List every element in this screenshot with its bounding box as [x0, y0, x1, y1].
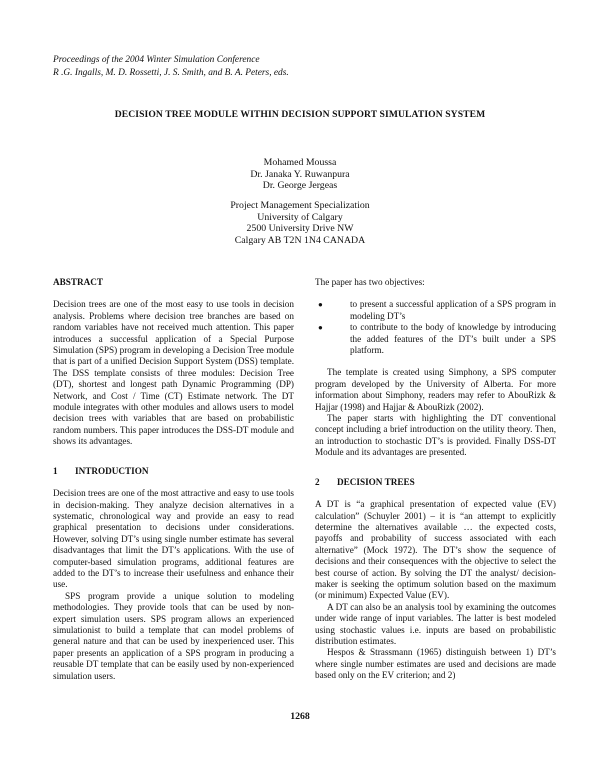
dt-paragraph-2: A DT can also be an analysis tool by examining the outcomes under wide range of input variables. The latter is best modeled using stochastic values i.e. inputs are based on probabilistic distribution estimates. — [315, 601, 556, 646]
affiliation-line-3: 2500 University Drive NW — [246, 223, 354, 235]
author-3: Dr. George Jergeas — [262, 180, 338, 192]
proceedings-line-2: R .G. Ingalls, M. D. Rossetti, J. S. Smith, and B. A. Peters, eds. — [53, 68, 289, 78]
affiliation-line-4: Calgary AB T2N 1N4 CANADA — [234, 235, 366, 247]
right-column — [315, 277, 556, 682]
intro-paragraph-1: Decision trees are one of the most attractive and easy to use tools in decision-making. They analyze decision alternatives in a systematic, chronological way and provide an easy to read graphical presentation to decisions under considerations. However, solving DT’s using single number estimate has several disadvantages that limit the DT’s applications. With the use of computer-based simulation programs, additional features are added to the DT’s to increase their usefulness and enhance their use. — [53, 488, 294, 590]
objectives-list — [315, 299, 556, 356]
bullet-icon: ● — [318, 300, 323, 310]
affiliation-line-2: University of Calgary — [257, 211, 343, 223]
list-item: ● to present a successful application of a SPS program in modeling DT’s — [318, 299, 556, 321]
proceedings-line-1: Proceedings of the 2004 Winter Simulation Conference — [53, 55, 260, 65]
introduction-heading — [53, 466, 294, 477]
dt-paragraph-3: Hespos & Strassmann (1965) distinguish between 1) DT’s where single number estimates are used and decisions are made based only on the EV criterion; and 2) — [315, 647, 556, 681]
author-1: Mohamed Moussa — [263, 157, 337, 168]
dt-paragraph-1: A DT is “a graphical presentation of expected value (EV) calculation” (Schuyler 2001) – it is “an attempt to explicitly determine the alternatives available … the expected costs, payoffs and probability of success associated with each alternative” (Mock 1972). The DT’s show the sequence of decisions and their consequences with the objective to select the best course of action. By solving the DT the analyst/ decision-maker is seeking the optimum solution based on the maximum (or minimum) Expected Value (EV). — [315, 499, 556, 601]
list-item: ● to contribute to the body of knowledge by introducing the added features of the DT’s built under a SPS platform. — [318, 322, 556, 356]
affiliation-block — [0, 200, 600, 247]
objectives-lead: The paper has two objectives: — [315, 277, 425, 287]
section-title: DECISION TREES — [337, 476, 415, 487]
affiliation-line-1: Project Management Specialization — [230, 200, 370, 211]
paper-title: DECISION TREE MODULE WITHIN DECISION SUPPORT SIMULATION SYSTEM — [114, 109, 486, 120]
section-title: INTRODUCTION — [75, 465, 149, 476]
section-number: 2 — [315, 476, 320, 487]
intro-paragraph-2: SPS program provide a unique solution to modeling methodologies. They provide tools that can be used by non-expert simulation users. SPS program allows an experienced simulationist to build a template that can model problems of general nature and that can be used by inexperienced user. This paper presents an application of a SPS program in producing a reusable DT template that can be easily used by non-experienced simulation users. — [53, 590, 294, 681]
left-column — [53, 277, 294, 682]
author-2: Dr. Janaka Y. Ruwanpura — [250, 168, 350, 180]
abstract-text: Decision trees are one of the most easy to use tools in decision analysis. Problems where decision tree branches are based on random variables have not received much attention. This paper introduces a successful application of a Special Purpose Simulation (SPS) program in developing a Decision Tree module that is part of a unified Decision Support System (DSS) template. The DSS template consists of three modules: Decision Tree (DT), shortest and longest path Dynamic Programming (DP) Network, and Cost / Time (CT) Estimate network. The DT module integrates with other modules and allows users to model decision trees with variables that are based on probabilistic random numbers. This paper introduces the DSS-DT module and shows its advantages. — [53, 299, 294, 447]
proceedings-header — [53, 54, 289, 80]
abstract-heading: ABSTRACT — [53, 277, 104, 287]
outline-paragraph: The paper starts with highlighting the DT conventional concept including a brief introduction on the utility theory. Then, an introduction to stochastic DT’s is provided. Finally DSS-DT Module and its advantages are presented. — [315, 413, 556, 458]
decision-trees-heading — [315, 477, 556, 488]
simphony-paragraph: The template is created using Simphony, a SPS computer program developed by the University of Alberta. For more information about Simphony, readers may refer to AbouRizk & Hajjar (1998) and Hajjar & AbouRizk (2002). — [315, 367, 556, 412]
bullet-icon: ● — [318, 323, 323, 333]
page-number: 1268 — [290, 711, 310, 722]
authors-block — [0, 157, 600, 192]
section-number: 1 — [53, 465, 58, 476]
